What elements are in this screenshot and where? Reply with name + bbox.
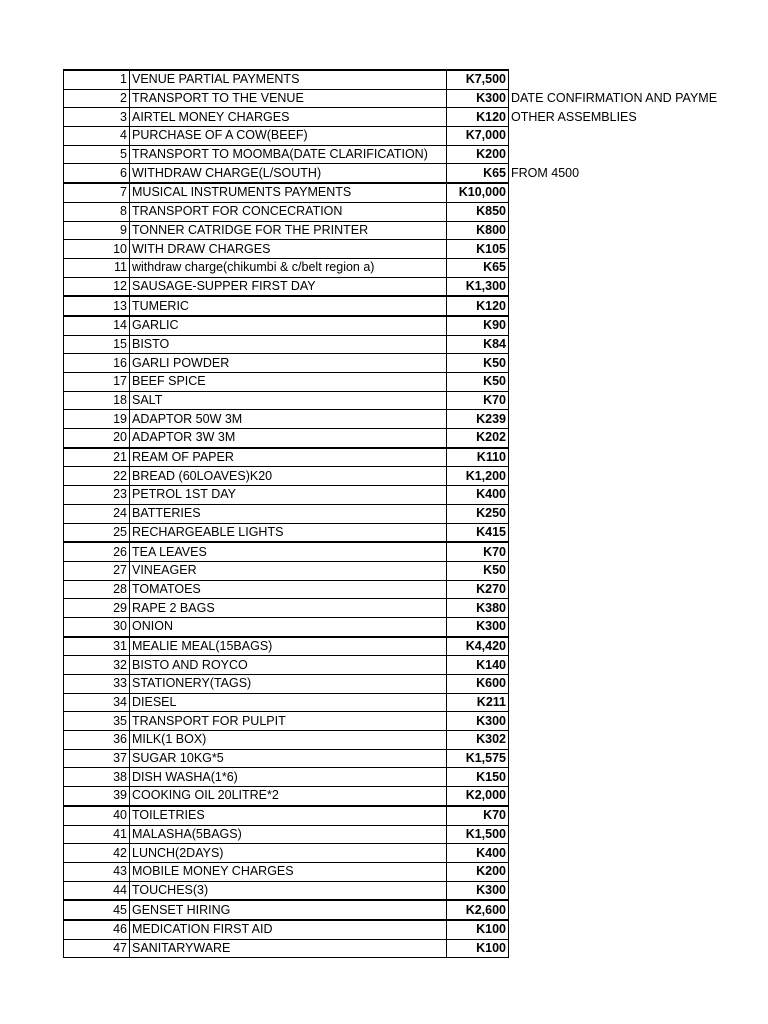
amount-cell: K10,000 xyxy=(447,183,509,202)
note-cell xyxy=(509,675,720,694)
row-number-cell: 14 xyxy=(64,316,130,335)
row-number-cell: 26 xyxy=(64,542,130,561)
item-description-cell: SUGAR 10KG*5 xyxy=(130,749,447,768)
amount-cell: K300 xyxy=(447,712,509,731)
row-number-cell: 42 xyxy=(64,844,130,863)
table-row xyxy=(64,693,720,712)
item-description-cell: TEA LEAVES xyxy=(130,542,447,561)
row-number-cell: 1 xyxy=(64,70,130,89)
item-description-cell: BISTO xyxy=(130,335,447,354)
amount-cell: K2,600 xyxy=(447,900,509,920)
note-cell xyxy=(509,354,720,373)
amount-cell: K120 xyxy=(447,108,509,127)
note-cell xyxy=(509,749,720,768)
amount-cell: K800 xyxy=(447,221,509,240)
note-cell xyxy=(509,599,720,618)
item-description-cell: DISH WASHA(1*6) xyxy=(130,768,447,787)
row-number-cell: 6 xyxy=(64,164,130,183)
expense-table xyxy=(63,69,720,958)
item-description-cell: PETROL 1ST DAY xyxy=(130,486,447,505)
amount-cell: K202 xyxy=(447,429,509,448)
note-cell xyxy=(509,486,720,505)
item-description-cell: MEALIE MEAL(15BAGS) xyxy=(130,637,447,656)
row-number-cell: 11 xyxy=(64,258,130,277)
table-row xyxy=(64,391,720,410)
table-row xyxy=(64,89,720,108)
table-row xyxy=(64,712,720,731)
row-number-cell: 46 xyxy=(64,920,130,939)
note-cell xyxy=(509,448,720,467)
note-cell xyxy=(509,296,720,316)
row-number-cell: 34 xyxy=(64,693,130,712)
row-number-cell: 10 xyxy=(64,240,130,259)
item-description-cell: TRANSPORT TO MOOMBA(DATE CLARIFICATION) xyxy=(130,145,447,164)
row-number-cell: 24 xyxy=(64,504,130,523)
item-description-cell: TOUCHES(3) xyxy=(130,881,447,900)
amount-cell: K250 xyxy=(447,504,509,523)
row-number-cell: 16 xyxy=(64,354,130,373)
row-number-cell: 41 xyxy=(64,825,130,844)
amount-cell: K1,575 xyxy=(447,749,509,768)
table-row xyxy=(64,258,720,277)
table-row xyxy=(64,749,720,768)
table-row xyxy=(64,637,720,656)
note-cell xyxy=(509,335,720,354)
table-row xyxy=(64,862,720,881)
item-description-cell: WITH DRAW CHARGES xyxy=(130,240,447,259)
amount-cell: K50 xyxy=(447,354,509,373)
item-description-cell: TONNER CATRIDGE FOR THE PRINTER xyxy=(130,221,447,240)
item-description-cell: WITHDRAW CHARGE(L/SOUTH) xyxy=(130,164,447,183)
item-description-cell: withdraw charge(chikumbi & c/belt region a) xyxy=(130,258,447,277)
row-number-cell: 43 xyxy=(64,862,130,881)
item-description-cell: RECHARGEABLE LIGHTS xyxy=(130,523,447,542)
table-row xyxy=(64,523,720,542)
row-number-cell: 25 xyxy=(64,523,130,542)
note-cell xyxy=(509,277,720,296)
row-number-cell: 21 xyxy=(64,448,130,467)
note-cell xyxy=(509,787,720,806)
row-number-cell: 3 xyxy=(64,108,130,127)
row-number-cell: 33 xyxy=(64,675,130,694)
amount-cell: K120 xyxy=(447,296,509,316)
amount-cell: K200 xyxy=(447,145,509,164)
table-row xyxy=(64,844,720,863)
item-description-cell: STATIONERY(TAGS) xyxy=(130,675,447,694)
item-description-cell: MALASHA(5BAGS) xyxy=(130,825,447,844)
amount-cell: K270 xyxy=(447,580,509,599)
amount-cell: K110 xyxy=(447,448,509,467)
table-row xyxy=(64,561,720,580)
row-number-cell: 18 xyxy=(64,391,130,410)
note-cell xyxy=(509,656,720,675)
row-number-cell: 39 xyxy=(64,787,130,806)
note-cell xyxy=(509,580,720,599)
table-row xyxy=(64,599,720,618)
item-description-cell: SANITARYWARE xyxy=(130,939,447,958)
note-cell xyxy=(509,617,720,636)
amount-cell: K70 xyxy=(447,542,509,561)
amount-cell: K100 xyxy=(447,920,509,939)
row-number-cell: 5 xyxy=(64,145,130,164)
note-cell xyxy=(509,693,720,712)
item-description-cell: LUNCH(2DAYS) xyxy=(130,844,447,863)
note-cell xyxy=(509,825,720,844)
row-number-cell: 19 xyxy=(64,410,130,429)
note-cell xyxy=(509,391,720,410)
note-cell: DATE CONFIRMATION AND PAYME xyxy=(511,91,718,106)
table-row xyxy=(64,825,720,844)
note-cell xyxy=(509,542,720,561)
item-description-cell: ADAPTOR 50W 3M xyxy=(130,410,447,429)
table-row xyxy=(64,202,720,221)
table-row xyxy=(64,354,720,373)
item-description-cell: BISTO AND ROYCO xyxy=(130,656,447,675)
row-number-cell: 38 xyxy=(64,768,130,787)
item-description-cell: BATTERIES xyxy=(130,504,447,523)
item-description-cell: TUMERIC xyxy=(130,296,447,316)
amount-cell: K100 xyxy=(447,939,509,958)
table-row xyxy=(64,145,720,164)
amount-cell: K850 xyxy=(447,202,509,221)
amount-cell: K600 xyxy=(447,675,509,694)
item-description-cell: AIRTEL MONEY CHARGES xyxy=(130,108,447,127)
amount-cell: K105 xyxy=(447,240,509,259)
row-number-cell: 17 xyxy=(64,373,130,392)
row-number-cell: 47 xyxy=(64,939,130,958)
note-cell xyxy=(509,183,720,202)
table-row xyxy=(64,296,720,316)
note-cell xyxy=(509,70,720,89)
item-description-cell: TOMATOES xyxy=(130,580,447,599)
note-cell xyxy=(509,768,720,787)
row-number-cell: 22 xyxy=(64,467,130,486)
note-cell xyxy=(509,410,720,429)
table-row xyxy=(64,108,720,127)
table-row xyxy=(64,787,720,806)
note-cell xyxy=(509,862,720,881)
item-description-cell: MUSICAL INSTRUMENTS PAYMENTS xyxy=(130,183,447,202)
amount-cell: K380 xyxy=(447,599,509,618)
note-cell: OTHER ASSEMBLIES xyxy=(511,109,637,124)
row-number-cell: 32 xyxy=(64,656,130,675)
note-cell xyxy=(509,637,720,656)
table-row xyxy=(64,448,720,467)
note-cell xyxy=(509,467,720,486)
item-description-cell: GENSET HIRING xyxy=(130,900,447,920)
amount-cell: K7,500 xyxy=(447,70,509,89)
amount-cell: K70 xyxy=(447,391,509,410)
row-number-cell: 37 xyxy=(64,749,130,768)
table-row xyxy=(64,221,720,240)
item-description-cell: MEDICATION FIRST AID xyxy=(130,920,447,939)
row-number-cell: 13 xyxy=(64,296,130,316)
table-row xyxy=(64,806,720,825)
item-description-cell: REAM OF PAPER xyxy=(130,448,447,467)
amount-cell: K239 xyxy=(447,410,509,429)
table-row xyxy=(64,939,720,958)
item-description-cell: MOBILE MONEY CHARGES xyxy=(130,862,447,881)
amount-cell: K65 xyxy=(447,164,509,183)
amount-cell: K50 xyxy=(447,561,509,580)
row-number-cell: 15 xyxy=(64,335,130,354)
row-number-cell: 45 xyxy=(64,900,130,920)
item-description-cell: DIESEL xyxy=(130,693,447,712)
item-description-cell: VINEAGER xyxy=(130,561,447,580)
amount-cell: K84 xyxy=(447,335,509,354)
table-row xyxy=(64,881,720,900)
note-cell xyxy=(509,202,720,221)
row-number-cell: 36 xyxy=(64,731,130,750)
note-cell xyxy=(509,881,720,900)
table-row xyxy=(64,920,720,939)
note-cell xyxy=(509,900,720,920)
table-row xyxy=(64,127,720,146)
row-number-cell: 8 xyxy=(64,202,130,221)
item-description-cell: GARLI POWDER xyxy=(130,354,447,373)
table-row xyxy=(64,768,720,787)
item-description-cell: SALT xyxy=(130,391,447,410)
amount-cell: K300 xyxy=(447,881,509,900)
amount-cell: K2,000 xyxy=(447,787,509,806)
note-cell xyxy=(509,939,720,958)
table-row xyxy=(64,335,720,354)
amount-cell: K1,300 xyxy=(447,277,509,296)
item-description-cell: COOKING OIL 20LITRE*2 xyxy=(130,787,447,806)
amount-cell: K1,200 xyxy=(447,467,509,486)
row-number-cell: 12 xyxy=(64,277,130,296)
amount-cell: K150 xyxy=(447,768,509,787)
amount-cell: K200 xyxy=(447,862,509,881)
table-row xyxy=(64,486,720,505)
table-row xyxy=(64,675,720,694)
item-description-cell: TRANSPORT FOR CONCECRATION xyxy=(130,202,447,221)
note-cell xyxy=(509,127,720,146)
note-cell xyxy=(509,806,720,825)
table-row xyxy=(64,316,720,335)
note-cell xyxy=(509,523,720,542)
table-row xyxy=(64,183,720,202)
item-description-cell: TRANSPORT TO THE VENUE xyxy=(130,89,447,108)
table-row xyxy=(64,900,720,920)
table-row xyxy=(64,467,720,486)
note-cell: FROM 4500 xyxy=(511,166,580,181)
row-number-cell: 27 xyxy=(64,561,130,580)
row-number-cell: 40 xyxy=(64,806,130,825)
row-number-cell: 9 xyxy=(64,221,130,240)
row-number-cell: 23 xyxy=(64,486,130,505)
amount-cell: K300 xyxy=(447,89,509,108)
amount-cell: K7,000 xyxy=(447,127,509,146)
amount-cell: K4,420 xyxy=(447,637,509,656)
table-row xyxy=(64,429,720,448)
amount-cell: K400 xyxy=(447,486,509,505)
amount-cell: K140 xyxy=(447,656,509,675)
row-number-cell: 2 xyxy=(64,89,130,108)
amount-cell: K302 xyxy=(447,731,509,750)
row-number-cell: 35 xyxy=(64,712,130,731)
note-cell xyxy=(509,373,720,392)
table-row xyxy=(64,617,720,636)
item-description-cell: BREAD (60LOAVES)K20 xyxy=(130,467,447,486)
expense-table-body xyxy=(64,70,720,958)
table-row xyxy=(64,70,720,89)
note-cell xyxy=(509,145,720,164)
note-cell xyxy=(509,561,720,580)
item-description-cell: TOILETRIES xyxy=(130,806,447,825)
row-number-cell: 30 xyxy=(64,617,130,636)
amount-cell: K65 xyxy=(447,258,509,277)
amount-cell: K211 xyxy=(447,693,509,712)
table-row xyxy=(64,580,720,599)
item-description-cell: PURCHASE OF A COW(BEEF) xyxy=(130,127,447,146)
table-row xyxy=(64,277,720,296)
amount-cell: K400 xyxy=(447,844,509,863)
amount-cell: K50 xyxy=(447,373,509,392)
note-cell xyxy=(509,920,720,939)
amount-cell: K90 xyxy=(447,316,509,335)
row-number-cell: 4 xyxy=(64,127,130,146)
table-row xyxy=(64,410,720,429)
item-description-cell: TRANSPORT FOR PULPIT xyxy=(130,712,447,731)
item-description-cell: RAPE 2 BAGS xyxy=(130,599,447,618)
note-cell xyxy=(509,221,720,240)
item-description-cell: ONION xyxy=(130,617,447,636)
amount-cell: K300 xyxy=(447,617,509,636)
row-number-cell: 28 xyxy=(64,580,130,599)
row-number-cell: 31 xyxy=(64,637,130,656)
note-cell xyxy=(509,844,720,863)
table-row xyxy=(64,542,720,561)
item-description-cell: MILK(1 BOX) xyxy=(130,731,447,750)
note-cell xyxy=(509,712,720,731)
item-description-cell: SAUSAGE-SUPPER FIRST DAY xyxy=(130,277,447,296)
note-cell xyxy=(509,504,720,523)
amount-cell: K415 xyxy=(447,523,509,542)
amount-cell: K1,500 xyxy=(447,825,509,844)
row-number-cell: 20 xyxy=(64,429,130,448)
note-cell xyxy=(509,731,720,750)
row-number-cell: 44 xyxy=(64,881,130,900)
row-number-cell: 29 xyxy=(64,599,130,618)
table-row xyxy=(64,373,720,392)
item-description-cell: ADAPTOR 3W 3M xyxy=(130,429,447,448)
table-row xyxy=(64,656,720,675)
row-number-cell: 7 xyxy=(64,183,130,202)
note-cell xyxy=(509,429,720,448)
table-row xyxy=(64,731,720,750)
item-description-cell: VENUE PARTIAL PAYMENTS xyxy=(130,70,447,89)
note-cell xyxy=(509,240,720,259)
item-description-cell: GARLIC xyxy=(130,316,447,335)
item-description-cell: BEEF SPICE xyxy=(130,373,447,392)
table-row xyxy=(64,504,720,523)
amount-cell: K70 xyxy=(447,806,509,825)
note-cell xyxy=(509,258,720,277)
table-row xyxy=(64,164,720,183)
note-cell xyxy=(509,316,720,335)
table-row xyxy=(64,240,720,259)
